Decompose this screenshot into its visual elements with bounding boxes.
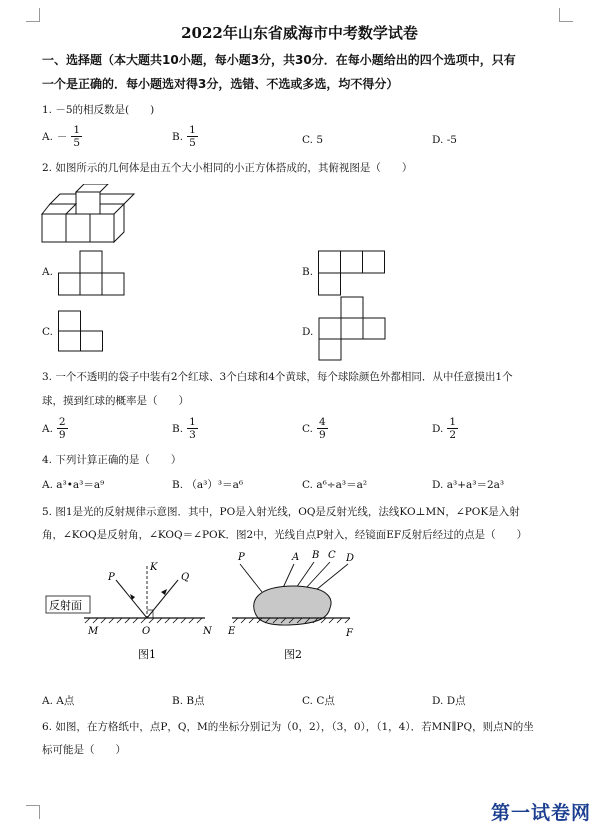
q1-option-b xyxy=(172,124,198,149)
fig2-ray-B xyxy=(296,562,314,588)
fig1-label-P: P xyxy=(108,572,115,583)
q1-b-numerator: 1 xyxy=(189,124,196,136)
q2-option-d-figure xyxy=(318,296,388,362)
fig1-incident-ray xyxy=(116,580,147,618)
fig2-caption: 图2 xyxy=(284,648,302,661)
fig1-caption: 图1 xyxy=(138,648,156,661)
page-title: 2022年山东省威海市中考数学试卷 xyxy=(181,24,418,42)
q3-b-label: B. xyxy=(172,422,184,435)
q5-option-d: D. D点 xyxy=(432,695,466,707)
q2-top-left-side xyxy=(42,204,76,214)
q4-stem: 4. 下列计算正确的是（ ） xyxy=(42,454,182,466)
q5-option-b: B. B点 xyxy=(172,695,205,707)
q2-b-square-4 xyxy=(319,273,341,295)
q2-a-square-3 xyxy=(80,273,102,295)
q3-b-denominator: 3 xyxy=(189,429,196,441)
fig2-label-F: F xyxy=(346,628,353,639)
q3-option-d xyxy=(432,416,458,441)
q3-stem-line-2: 球，摸到红球的概率是（ ） xyxy=(42,395,189,407)
q1-option-a xyxy=(42,124,82,149)
fig1-label-N: N xyxy=(203,626,212,637)
q1-option-d: D. -5 xyxy=(432,134,457,146)
q4-option-a: A. a³•a³＝a⁹ xyxy=(42,479,105,491)
fig1-incident-arrow xyxy=(130,594,135,600)
q3-d-numerator: 1 xyxy=(449,416,457,428)
q4-option-b: B. （a³）³＝a⁶ xyxy=(172,479,244,491)
q2-solid-figure xyxy=(40,184,140,246)
q5-stem-line-1: 5. 图1是光的反射规律示意图．其中，PO是入射光线，OQ是反射光线，法线KO⊥MN，∠POK是入射 xyxy=(42,506,520,518)
q1-a-denominator: 5 xyxy=(73,137,81,149)
fig1-label-Q: Q xyxy=(181,572,190,583)
fig2-label-E: E xyxy=(228,626,236,637)
q5-figure-2 xyxy=(222,546,372,664)
fig1-mirror-label: 反射面 xyxy=(49,599,82,612)
q3-c-numerator: 4 xyxy=(319,416,326,428)
q5-option-a: A. A点 xyxy=(42,695,75,707)
q6-stem-line-2: 标可能是（ ） xyxy=(42,744,126,756)
q2-option-a-figure xyxy=(58,250,126,296)
q1-a-fraction xyxy=(71,124,82,149)
q3-option-b xyxy=(172,416,198,441)
q1-stem: 1. －5的相反数是( ) xyxy=(42,104,155,116)
q3-stem-line-1: 3. 一个不透明的袋子中装有2个红球、3个白球和4个黄球，每个球除颜色外都相同．从中任意摸出1个 xyxy=(42,371,513,383)
q5-option-c: C. C点 xyxy=(302,695,335,707)
q6-stem-line-1: 6. 如图，在方格纸中，点P，Q，M的坐标分别记为（0，2），（3，0），（1，4）．若MN∥PQ，则点N的坐 xyxy=(42,721,534,733)
fig1-label-M: M xyxy=(88,626,99,637)
q2-a-square-1 xyxy=(80,251,102,273)
q2-cube-front-1 xyxy=(42,214,66,242)
q1-b-denominator: 5 xyxy=(189,137,196,149)
q2-d-square-1 xyxy=(341,297,363,318)
fig2-label-C: C xyxy=(328,550,336,561)
q4-option-c: C. a⁶÷a³＝a² xyxy=(302,479,368,491)
q3-c-label: C. xyxy=(302,422,313,435)
q2-d-square-5 xyxy=(319,339,341,360)
q3-option-c xyxy=(302,416,328,441)
q3-d-fraction xyxy=(447,416,458,441)
q2-b-square-1 xyxy=(319,251,341,273)
section-header-line-1: 一、选择题（本大题共10小题，每小题3分，共30分．在每小题给出的四个选项中，只有 xyxy=(42,53,516,67)
q2-a-square-2 xyxy=(59,273,81,295)
fig2-label-D: D xyxy=(346,553,355,564)
q5-stem-line-2: 角，∠KOQ是反射角，∠KOQ＝∠POK．图2中，光线自点P射入，经镜面EF反射后经过的点是（ ） xyxy=(42,529,528,541)
q2-option-d-label: D. xyxy=(302,326,314,338)
q3-option-a xyxy=(42,416,68,441)
section-header-line-2: 一个是正确的．每小题选对得3分，选错、不选或多选，均不得分） xyxy=(42,77,399,91)
q3-b-fraction xyxy=(187,416,198,441)
fig1-label-O: O xyxy=(142,626,151,637)
q2-c-square-2 xyxy=(59,331,81,351)
q2-cube-front-2 xyxy=(66,214,90,242)
q2-upper-cube-front xyxy=(76,192,100,214)
q2-option-b-label: B. xyxy=(302,266,314,278)
q2-d-square-2 xyxy=(319,318,341,339)
q5-figure-1 xyxy=(40,552,220,664)
q2-b-square-2 xyxy=(341,251,363,273)
fig2-ray-P xyxy=(240,564,262,592)
q1-a-label: A. xyxy=(42,130,53,143)
q2-option-b-figure xyxy=(318,250,386,296)
q2-b-square-3 xyxy=(363,251,385,273)
q1-b-fraction xyxy=(187,124,198,149)
q2-option-a-label: A. xyxy=(42,266,53,278)
watermark-logo: 第一试卷网 xyxy=(490,802,591,824)
fig2-label-A: A xyxy=(292,552,300,563)
corner-mark-bottom-left xyxy=(26,805,40,819)
q1-a-numerator: 1 xyxy=(73,124,81,136)
q2-d-square-3 xyxy=(341,318,363,339)
q2-a-square-4 xyxy=(102,273,124,295)
q2-option-c-label: C. xyxy=(42,326,53,338)
fig2-label-B: B xyxy=(312,550,320,561)
q2-d-square-4 xyxy=(363,318,385,339)
q4-option-d: D. a³+a³＝2a³ xyxy=(432,479,505,491)
q3-d-denominator: 2 xyxy=(449,429,457,441)
fig1-mirror-hatching xyxy=(85,618,202,623)
q3-c-denominator: 9 xyxy=(319,429,326,441)
q1-b-label: B. xyxy=(172,130,184,143)
fig1-reflected-ray xyxy=(147,580,178,618)
q2-option-c-figure xyxy=(58,310,104,352)
q3-a-label: A. xyxy=(42,422,53,435)
q2-upper-cube-top-face xyxy=(76,184,108,192)
q2-c-square-1 xyxy=(59,311,81,331)
q3-b-numerator: 1 xyxy=(189,416,196,428)
q1-option-c: C. 5 xyxy=(302,134,324,146)
fig2-ray-C xyxy=(306,562,330,588)
q3-d-label: D. xyxy=(432,422,444,435)
q2-cube-front-3 xyxy=(90,214,114,242)
q3-a-numerator: 2 xyxy=(58,416,66,428)
q1-a-sign: － xyxy=(56,130,68,143)
corner-mark-top-left xyxy=(26,8,40,22)
q2-c-square-3 xyxy=(81,331,103,351)
fig1-label-K: K xyxy=(150,562,158,573)
fig2-label-P: P xyxy=(238,552,245,563)
q2-stem: 2. 如图所示的几何体是由五个大小相同的小正方体搭成的，其俯视图是（ ） xyxy=(42,162,413,174)
corner-mark-top-right xyxy=(559,8,573,22)
q3-a-fraction xyxy=(57,416,68,441)
q3-a-denominator: 9 xyxy=(58,429,66,441)
q3-c-fraction xyxy=(317,416,328,441)
fig2-ray-D xyxy=(316,564,348,590)
